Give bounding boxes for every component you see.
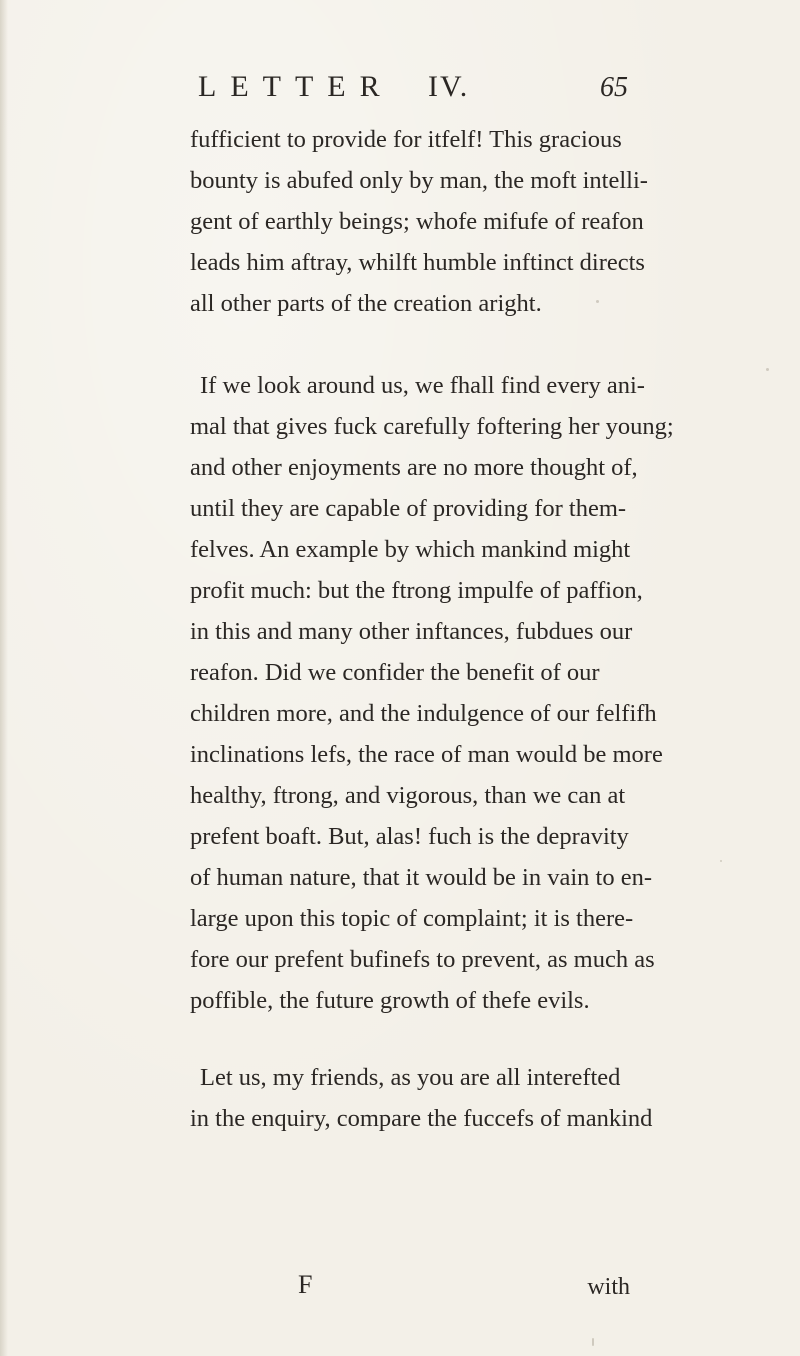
text-line: inclinations lefs, the race of man would be more xyxy=(190,741,663,768)
paragraph-start-line: Let us, my friends, as you are all interefted xyxy=(200,1064,621,1091)
catchword: with xyxy=(587,1274,630,1300)
page-footer xyxy=(190,1270,630,1304)
text-line: children more, and the indulgence of our felfifh xyxy=(190,700,657,727)
text-line: until they are capable of providing for them- xyxy=(190,495,627,522)
text-line: fufficient to provide for itfelf! This gracious xyxy=(190,126,622,153)
running-head xyxy=(198,70,628,114)
text-line: prefent boaft. But, alas! fuch is the depravity xyxy=(190,823,629,850)
paper-speck xyxy=(766,368,769,371)
text-line: and other enjoyments are no more thought of, xyxy=(190,454,638,481)
page-edge-shadow xyxy=(0,0,8,1356)
text-line: leads him aftray, whilft humble inftinct directs xyxy=(190,249,645,276)
text-line: mal that gives fuck carefully foftering her young; xyxy=(190,413,674,440)
text-line: bounty is abufed only by man, the moft intelli- xyxy=(190,167,648,194)
signature-mark: F xyxy=(298,1270,313,1299)
text-line: all other parts of the creation aright. xyxy=(190,290,542,317)
paragraph-start-line: If we look around us, we fhall find every ani- xyxy=(200,372,645,399)
text-line: healthy, ftrong, and vigorous, than we can at xyxy=(190,782,626,809)
letter-number: IV. xyxy=(428,70,470,103)
text-line: gent of earthly beings; whofe mifufe of reafon xyxy=(190,208,644,235)
paper-speck xyxy=(596,300,599,303)
text-line: poffible, the future growth of thefe evils. xyxy=(190,987,590,1014)
text-line: in the enquiry, compare the fuccefs of mankind xyxy=(190,1105,653,1132)
paper-speck xyxy=(720,860,722,862)
text-line: fore our prefent bufinefs to prevent, as much as xyxy=(190,946,655,973)
letter-heading: LETTER xyxy=(198,70,394,103)
text-line: in this and many other inftances, fubdues our xyxy=(190,618,633,645)
text-line: profit much: but the ftrong impulfe of paffion, xyxy=(190,577,643,604)
text-line: large upon this topic of complaint; it is there- xyxy=(190,905,634,932)
text-line: felves. An example by which mankind might xyxy=(190,536,631,563)
paper-speck xyxy=(592,1338,594,1346)
page-number: 65 xyxy=(600,72,628,103)
text-line: reafon. Did we confider the benefit of our xyxy=(190,659,600,686)
text-line: of human nature, that it would be in vain to en- xyxy=(190,864,652,891)
